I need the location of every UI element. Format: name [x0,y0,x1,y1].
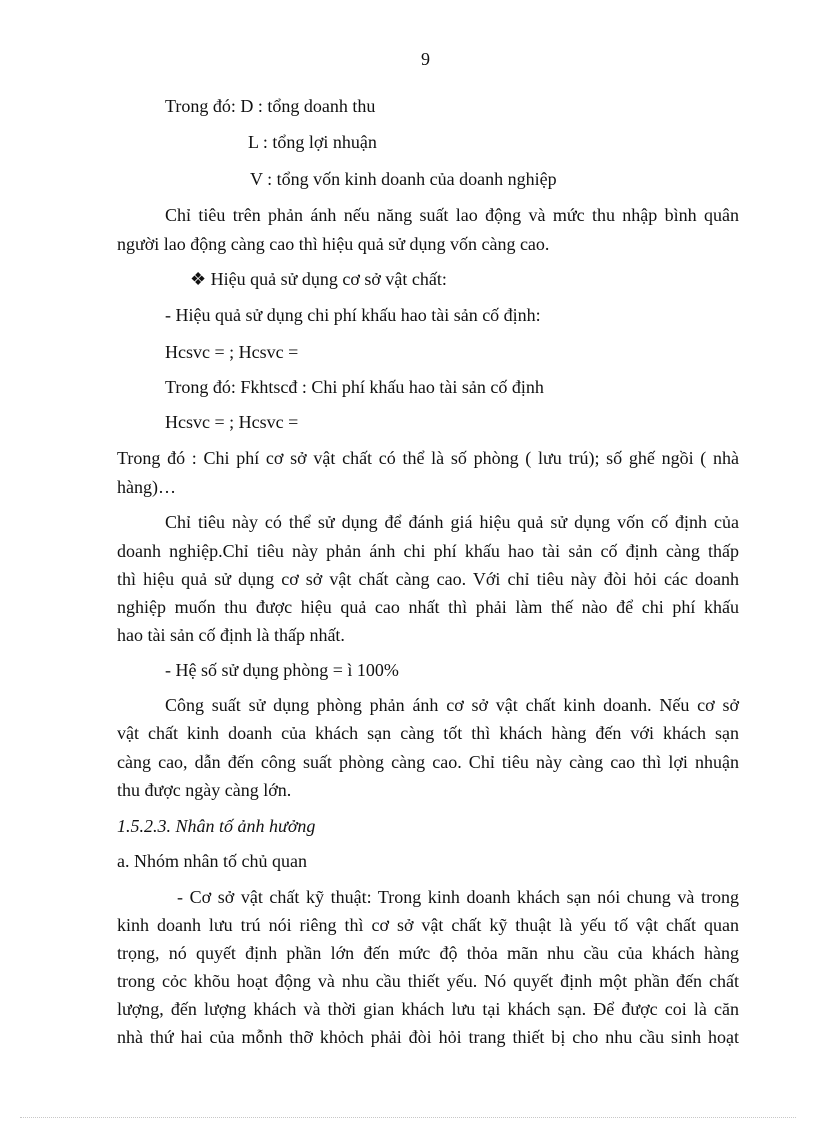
definition-line: Trong đó: Fkhtscđ : Chi phí khấu hao tài sản cố định [165,377,544,397]
paragraph-line: Chỉ tiêu này có thể sử dụng để đánh giá hiệu quả sử dụng vốn cố định của [165,512,739,532]
paragraph-line: hàng)… [117,477,176,497]
paragraph-line: thu được ngày càng lớn. [117,780,292,800]
paragraph-line: Công suất sử dụng phòng phản ánh cơ sở vật chất kinh doanh. Nếu cơ sở [165,695,739,715]
paragraph-line: Trong đó : Chi phí cơ sở vật chất có thể là số phòng ( lưu trú); số ghế ngồi ( nhà [117,448,739,468]
section-heading: 1.5.2.3. Nhân tố ảnh hưởng [117,816,316,836]
formula-line: Hcsvc = ; Hcsvc = [165,412,299,432]
paragraph-line: thì hiệu quả sử dụng cơ sở vật chất càng cao. Với chỉ tiêu này đòi hỏi các doanh [117,569,739,589]
paragraph-line: nghiệp muốn thu được hiệu quả cao nhất thì phải làm thế nào để chi phí khấu [117,597,739,617]
paragraph-line: - Cơ sở vật chất kỹ thuật: Trong kinh doanh khách sạn nói chung và trong [177,887,739,907]
bullet-heading-text: Hiệu quả sử dụng cơ sở vật chất: [210,269,447,289]
paragraph-line: hao tài sản cố định là thấp nhất. [117,625,345,645]
paragraph-line: vật chất kinh doanh của khách sạn càng tốt thì khách hàng đến với khách sạn [117,723,739,743]
definition-line-d: Trong đó: D : tổng doanh thu [165,96,376,116]
sub-item: - Hệ số sử dụng phòng = ì 100% [165,660,399,680]
paragraph-line: Chỉ tiêu trên phản ánh nếu năng suất lao động và mức thu nhập bình quân [165,205,739,225]
paragraph-line: nhà thứ hai của mỗnh thỡ khỏch phải đòi hỏi trang thiết bị cho nhu cầu sinh hoạt [117,1027,739,1047]
sub-item: - Hiệu quả sử dụng chi phí khấu hao tài sản cố định: [165,305,541,325]
paragraph-line: trong cỏc khõu hoạt động và nhu cầu thiết yếu. Nó quyết định một phần đến chất [117,971,739,991]
diamond-bullet-icon: ❖ [190,269,207,289]
paragraph-line: càng cao, dẫn đến công suất phòng càng cao. Chỉ tiêu này càng cao thì lợi nhuận [117,752,739,772]
formula-line: Hcsvc = ; Hcsvc = [165,342,299,362]
paragraph-line: lượng, đến lượng khách và thời gian khách lưu tại khách sạn. Để được coi là căn [117,999,739,1019]
bullet-heading [190,268,447,290]
subsection-heading: a. Nhóm nhân tố chủ quan [117,851,307,871]
paragraph-line: kinh doanh lưu trú nói riêng thì cơ sở vật chất kỹ thuật là yếu tố vật chất quan [117,915,739,935]
page-number: 9 [421,49,430,69]
definition-line-l: L : tổng lợi nhuận [248,132,377,152]
paragraph-line: trọng, nó quyết định phần lớn đến mức độ thỏa mãn nhu cầu của khách hàng [117,943,739,963]
definition-line-v: V : tổng vốn kinh doanh của doanh nghiệp [250,169,557,189]
page-bottom-rule [20,1117,796,1118]
paragraph-line: người lao động càng cao thì hiệu quả sử dụng vốn càng cao. [117,234,550,254]
paragraph-line: doanh nghiệp.Chỉ tiêu này phản ánh chi phí khấu hao tài sản cố định càng thấp [117,541,739,561]
